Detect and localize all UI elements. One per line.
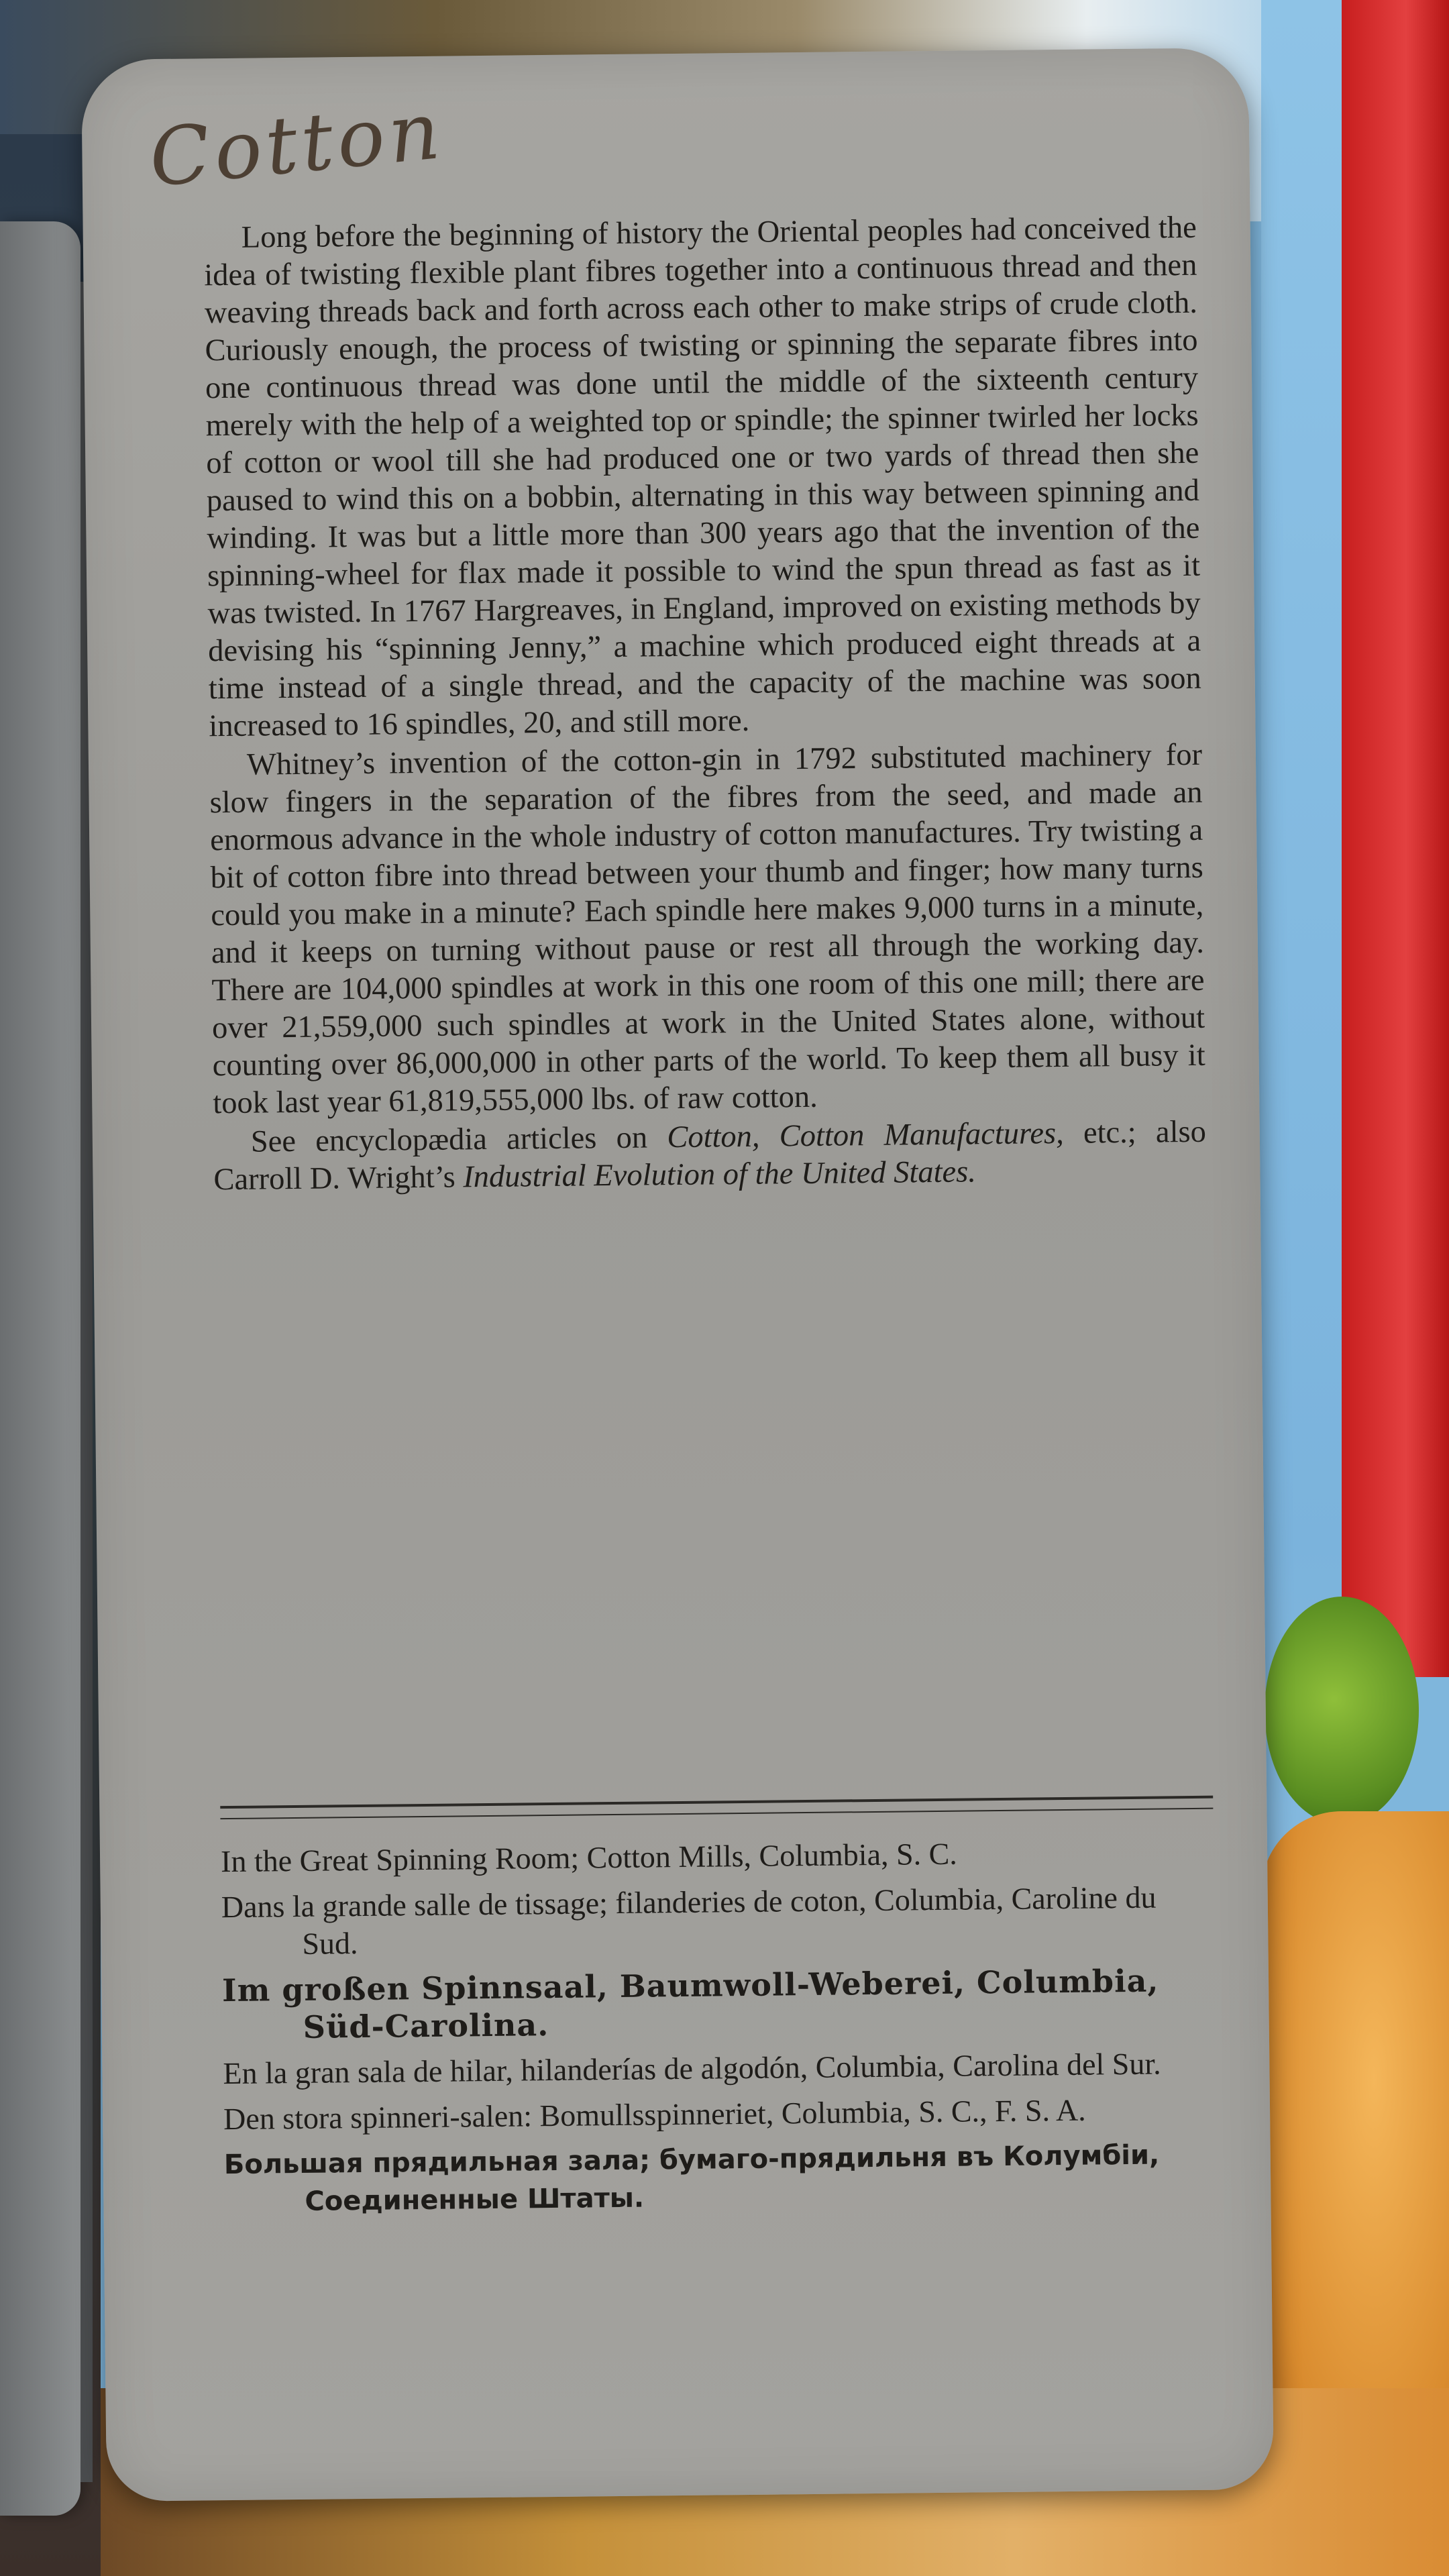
paragraph-history: Long before the beginning of history the Oriental peoples had conceived the idea of twisting flexible plant fibres together into a continuous thread and then weaving threads back and forth across each other to make strips of crude cloth. Curiously enough, the process of twisting or spinning the separate fibres into one continuous thread was done until the middle of the sixteenth century merely with the help of a weighted top or spindle; the spinner twirled her locks of cotton or wool till she had produced one or two yards of thread then she paused to wind this on a bobbin, alternating in this way between spinning and winding. It was but a little more than 300 years ago that the invention of the spinning-wheel for flax made it possible to wind the spun thread as fast as it was twisted. In 1767 Hargreaves, in England, improved on existing methods by devising his “spinning Jenny,” a machine which produced eight threads at a time instead of a single thread, and the capacity of the machine was soon increased to 16 spindles, 20, and still more.	[204, 210, 1202, 744]
see-also-mid: etc.; also Carroll D. Wright’s	[213, 1114, 1207, 1197]
see-also-ref-cotton: Cotton, Cotton Manufactures,	[667, 1116, 1065, 1155]
multilingual-captions	[221, 1833, 1218, 2229]
paragraph-cotton-gin: Whitney’s invention of the cotton-gin in 1792 substituted machinery for slow fingers in the separation of the fibres from the seed, and made an enormous advance in the whole industry of cotton manufactures. Try twisting a bit of cotton fibre into thread between your thumb and finger; how many turns could you make in a minute? Each spindle here makes 9,000 turns in a minute, and it keeps on turning without pause or rest all through the working day. There are 104,000 spindles at work in this one room of this one mill; there are over 21,559,000 such spindles at work in the United States alone, without counting over 86,000,000 in other parts of the world. To keep them all busy it took last year 61,819,555,000 lbs. of raw cotton.	[209, 737, 1205, 1121]
adjacent-page	[0, 221, 80, 2516]
description-text	[203, 209, 1206, 1199]
see-also-ref-industrial-evolution: Industrial Evolution of the United States.	[463, 1155, 977, 1195]
caption-french: Dans la grande salle de tissage; filanderies de coton, Columbia, Caroline du Sud.	[221, 1880, 1157, 1961]
handwritten-note: Cotton	[145, 83, 448, 205]
caption-german: Im großen Spinnsaal, Baumwoll-Weberei, Columbia, Süd-Carolina.	[221, 1962, 1159, 2045]
stereoview-card	[81, 48, 1274, 2502]
paragraph-see-also	[213, 1114, 1207, 1199]
see-also-prefix: See encyclopædia articles on	[250, 1120, 667, 1159]
double-rule-divider	[220, 1796, 1213, 1819]
background-orange-decoration	[1261, 1811, 1449, 2482]
caption-russian: Большая прядильная зала; бумаго-прядильня въ Колумбіи, Соединенные Штаты.	[223, 2139, 1160, 2217]
caption-swedish: Den stora spinneri-salen: Bomullsspinneriet, Columbia, S. C., F. S. A.	[223, 2092, 1086, 2137]
caption-spanish: En la gran sala de hilar, hilanderías de algodón, Columbia, Carolina del Sur.	[223, 2046, 1161, 2091]
caption-english: In the Great Spinning Room; Cotton Mills, Columbia, S. C.	[220, 1836, 957, 1879]
background-red-book	[1342, 0, 1449, 1677]
background-green-decoration	[1265, 1597, 1419, 1825]
